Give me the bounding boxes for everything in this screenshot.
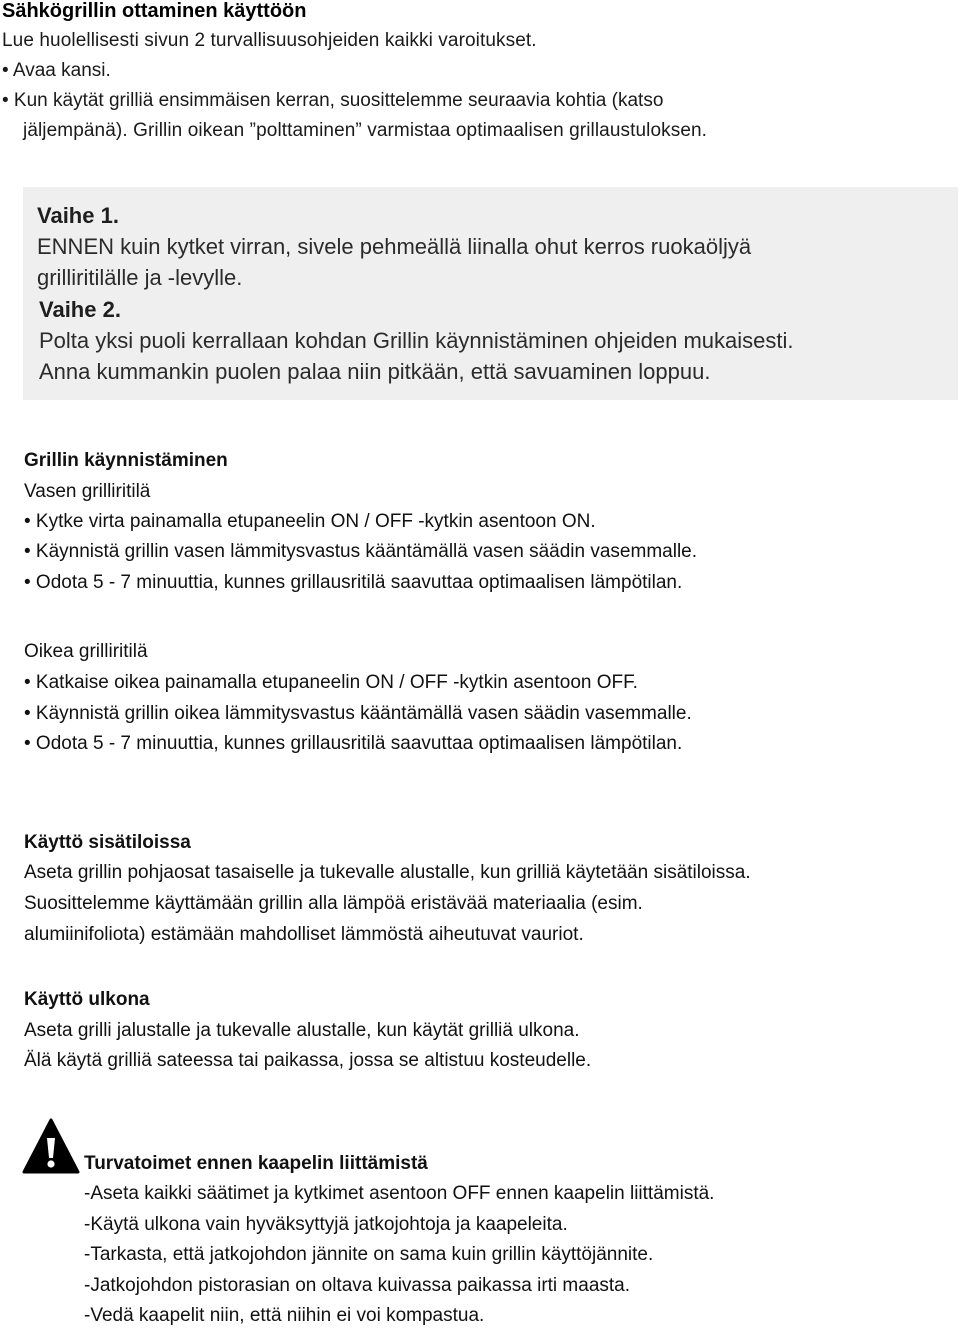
intro-title: Sähkögrillin ottaminen käyttöön [2, 0, 307, 22]
indoor-heading: Käyttö sisätiloissa [24, 832, 191, 853]
outdoor-line: Aseta grilli jalustalle ja tukevalle alustalle, kun käytät grilliä ulkona. [24, 1020, 580, 1041]
indoor-line: Aseta grillin pohjaosat tasaiselle ja tukevalle alustalle, kun grilliä käytetään sisätiloissa. [24, 862, 751, 883]
safety-line: -Vedä kaapelit niin, että niihin ei voi kompastua. [84, 1305, 485, 1326]
left-grill-title: Vasen grilliritilä [24, 481, 151, 502]
safety-line: -Käytä ulkona vain hyväksyttyjä jatkojohtoja ja kaapeleita. [84, 1214, 568, 1235]
step1-line: grilliritilälle ja -levylle. [37, 265, 243, 290]
safety-heading: Turvatoimet ennen kaapelin liittämistä [84, 1153, 428, 1174]
step2-line: Anna kummankin puolen palaa niin pitkään, että savuaminen loppuu. [39, 359, 711, 384]
intro-continuation: jäljempänä). Grillin oikean ”polttaminen” varmistaa optimaalisen grillaustuloksen. [23, 120, 708, 141]
left-grill-item: • Odota 5 - 7 minuuttia, kunnes grillausritilä saavuttaa optimaalisen lämpötilan. [24, 572, 683, 593]
step2-line: Polta yksi puoli kerrallaan kohdan Grillin käynnistäminen ohjeiden mukaisesti. [39, 328, 794, 353]
left-grill-item: • Käynnistä grillin vasen lämmitysvastus kääntämällä vasen säädin vasemmalle. [24, 541, 698, 562]
intro-line: Lue huolellisesti sivun 2 turvallisuusohjeiden kaikki varoitukset. [2, 30, 537, 51]
intro-bullet: • Avaa kansi. [2, 60, 111, 81]
right-grill-item: • Katkaise oikea painamalla etupaneelin ON / OFF -kytkin asentoon OFF. [24, 672, 638, 693]
step2-heading: Vaihe 2. [39, 297, 121, 322]
safety-line: -Tarkasta, että jatkojohdon jännite on sama kuin grillin käyttöjännite. [84, 1244, 654, 1265]
indoor-line: alumiinifoliota) estämään mahdolliset lämmöstä aiheutuvat vauriot. [24, 924, 584, 945]
right-grill-title: Oikea grilliritilä [24, 641, 148, 662]
outdoor-line: Älä käytä grilliä sateessa tai paikassa, jossa se altistuu kosteudelle. [24, 1050, 592, 1071]
steps-box [23, 187, 958, 400]
step1-heading: Vaihe 1. [37, 203, 119, 228]
safety-line: -Jatkojohdon pistorasian on oltava kuivassa paikassa irti maasta. [84, 1275, 631, 1296]
indoor-line: Suosittelemme käyttämään grillin alla lämpöä eristävää materiaalia (esim. [24, 893, 643, 914]
safety-line: -Aseta kaikki säätimet ja kytkimet asentoon OFF ennen kaapelin liittämistä. [84, 1183, 715, 1204]
startup-heading: Grillin käynnistäminen [24, 450, 228, 471]
outdoor-heading: Käyttö ulkona [24, 989, 150, 1010]
intro-bullet: • Kun käytät grilliä ensimmäisen kerran, suosittelemme seuraavia kohtia (katso [2, 90, 664, 111]
right-grill-item: • Odota 5 - 7 minuuttia, kunnes grillausritilä saavuttaa optimaalisen lämpötilan. [24, 733, 683, 754]
right-grill-item: • Käynnistä grillin oikea lämmitysvastus kääntämällä vasen säädin vasemmalle. [24, 703, 692, 724]
left-grill-item: • Kytke virta painamalla etupaneelin ON / OFF -kytkin asentoon ON. [24, 511, 596, 532]
step1-line: ENNEN kuin kytket virran, sivele pehmeällä liinalla ohut kerros ruokaöljyä [37, 234, 752, 259]
warning-icon [22, 1118, 80, 1176]
